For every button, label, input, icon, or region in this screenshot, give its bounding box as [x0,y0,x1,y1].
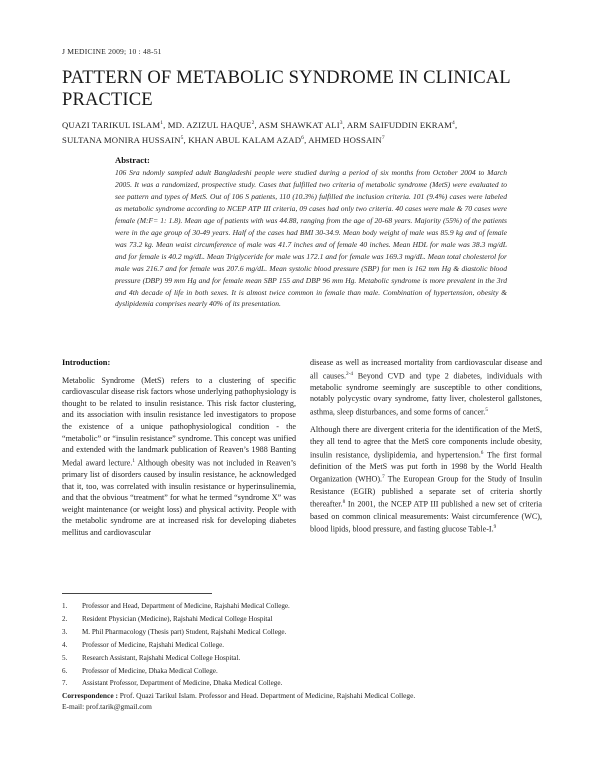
author-separator: , [304,134,309,145]
reference-marker: 6 [480,449,484,456]
footnote-text: Assistant Professor, Department of Medicine, Dhaka Medical College. [82,679,283,688]
footnote-item [62,652,552,665]
correspondence-label: Correspondence : [62,691,118,701]
author-affiliation-marker: 4 [452,120,455,126]
author-line-2 [62,132,552,147]
reference-marker: 7 [382,474,385,481]
footnote-item [62,600,552,613]
reference-marker: 1 [132,457,136,464]
abstract-heading: Abstract: [115,155,150,165]
correspondence-text: Prof. Quazi Tarikul Islam. Professor and Head. Department of Medicine, Rajshahi Medical College. [117,691,416,701]
body-paragraph [310,424,542,535]
journal-citation: J MEDICINE 2009; 10 : 48-51 [62,47,162,56]
footnote-number: 6. [62,666,68,675]
correspondence-email: E-mail: prof.tarik@gmail.com [62,702,152,712]
body-text: The European Group for the Study of Insulin Resistance (EGIR) published a separate set of criteria shortly thereafter. [310,475,542,509]
author-affiliation-marker: 7 [381,134,385,141]
author-affiliation-marker: 3 [339,120,343,126]
author-affiliation-marker: 5 [180,134,184,141]
author-affiliation-marker: 6 [301,134,305,141]
footnote-number: 7. [62,679,68,688]
author-name: SULTANA MONIRA HUSSAIN [62,134,181,145]
reference-marker: 5 [485,407,488,414]
reference-marker: 9 [493,524,497,531]
author-name: ARM SAIFUDDIN EKRAM [346,119,453,130]
author-separator: , [454,119,458,130]
author-line-1 [62,117,552,132]
body-text: Beyond CVD and type 2 diabetes, individuals with metabolic syndrome seemingly are susceptible to other conditions, notably polycystic ovary syndrome, fatty liver, cholesterol gallstones, asthma, sleep disturbances, and some forms of cancer. [310,371,542,417]
body-text: In 2001, the NCEP ATP III published a new set of criteria based on common clinical measurements: Waist circumference (WC), blood lipids, blood pressure, and fasting glucose Table-I. [310,499,542,534]
footnote-item [62,639,552,652]
author-name: AHMED HOSSAIN [308,134,382,145]
body-column-left [62,357,296,545]
footnote-number: 2. [62,614,68,623]
abstract-body: 106 Sra ndomly sampled adult Bangladeshi people were studied during a period of six months from October 2004 to March 2005. It was a randomized, prospective study. Cases that fulfilled two criteria of metabolic syndrome (MetS) were evaluated to see pattern and types of MetS. Out of 106 S patients, 110 (10.3%) fulfilled the inclusion criteria. 101 (9.4%) cases were labeled as metabolic syndrome according to NCEP ATP III criteria, 09 cases had only two criteria. 40 cases were male & 70 cases were female (M:F= 1: 1.8). Mean age of patients with was 44.88, ranging from the age of 20-68 years. Majority (55%) of the patients were in the age group of 30-49 years. Half of the cases had BMI 30-34.9. Mean body weight of male was 85.9 kg and of female was 73.2 kg. Mean waist circumference of male was 41.7 inches and of female 40 inches. Mean HDL for male was 38.3 mg/dL and for female is 40.2 mg/dL. Mean Triglyceride for male was 172.1 and for female was 169.3 mg/dL. Mean total cholesterol for male was 216.7 and for female was 207.6 mg/dL. Mean systolic blood pressure (SBP) for men is 162 mm Hg & diastolic blood pressure (DBP) 99 mm Hg and for female mean SBP 155 and DBP 96 mm Hg. Metabolic syndrome is more prevalent in the 3rd and 4th decade of life in both sexes. It is almost twice common in female than male. Combination of hypertension, obesity & dyslipidemia comprises nearly 40% of its presentation. [115,168,507,309]
footnotes [62,600,552,712]
footnote-item [62,665,552,678]
author-name: QUAZI TARIKUL ISLAM [62,119,161,130]
author-affiliation-marker: 2 [251,120,255,126]
footnote-divider [62,593,212,594]
author-separator: , [183,134,189,145]
abstract-section [115,155,507,310]
footnote-text: Professor and Head, Department of Medicine, Rajshahi Medical College. [82,602,290,610]
body-text: disease as well as increased mortality from cardiovascular disease and all causes. [310,358,542,381]
footnote-text: M. Phil Pharmacology (Thesis part) Student, Rajshahi Medical College. [82,627,287,636]
footnote-text: Professor of Medicine, Rajshahi Medical College. [82,640,225,649]
footnote-number: 4. [62,640,68,649]
introduction-heading: Introduction: [62,358,111,367]
footnote-item [62,677,552,690]
correspondence [62,690,552,701]
body-column-right [310,357,542,541]
footnote-number: 5. [62,653,68,662]
reference-marker: 2-4 [346,370,353,377]
footnote-number: 3. [62,627,68,636]
body-text: Metabolic Syndrome (MetS) refers to a clustering of specific cardiovascular disease risk factors whose underlying pathophysiology is thought to be related to insulin resistance. This risk factor clustering, and its association with insulin resistance led investigators to propose the existence of a unique pathophysiological condition - the “metabolic” or “insulin resistance” syndrome. This concept was unified and extended with the landmark publication of Reaven’s 1988 Banting Medal award lecture. [62,375,296,468]
footnote-text: Resident Physician (Medicine), Rajshahi Medical College Hospital [82,614,273,623]
author-separator: , [342,119,347,130]
author-name: MD. AZIZUL HAQUE [167,119,252,130]
body-text: Although obesity was not included in Reaven’s primary list of disorders caused by insulin resistance, he acknowledged that it, too, was correlated with insulin resistance or hyperinsulinemia, and that the obvious “treatment” for what he termed “syndrome X” was weight maintenance (or weight loss) and physical activity. People with the metabolic syndrome are at increased risk for developing diabetes mellitus and cardiovascular [62,458,297,537]
author-name: KHAN ABUL KALAM AZAD [188,134,302,145]
body-paragraph [62,375,296,539]
footnote-text: Research Assistant, Rajshahi Medical College Hospital. [82,653,241,662]
article-title: PATTERN OF METABOLIC SYNDROME IN CLINICAL PRACTICE [62,67,511,110]
reference-marker: 8 [342,499,346,506]
body-paragraph [310,357,542,418]
footnote-item [62,626,552,639]
author-list [62,117,552,147]
footnote-number: 1. [62,602,68,610]
author-name: ASM SHAWKAT ALI [258,119,340,130]
body-text: The first formal definition of the MetS was put forth in 1998 by the World Health Organization (WHO). [310,450,542,485]
body-text: Although there are divergent criteria for the identification of the MetS, they all tend to agree that the MetS core components include obesity, insulin resistance, dyslipidemia, and hypertension. [310,425,542,460]
author-affiliation-marker: 1 [160,120,164,126]
footnote-item [62,613,552,626]
footnote-text: Professor of Medicine, Dhaka Medical College. [82,666,218,675]
author-separator: , [163,119,168,130]
author-separator: , [254,119,259,130]
